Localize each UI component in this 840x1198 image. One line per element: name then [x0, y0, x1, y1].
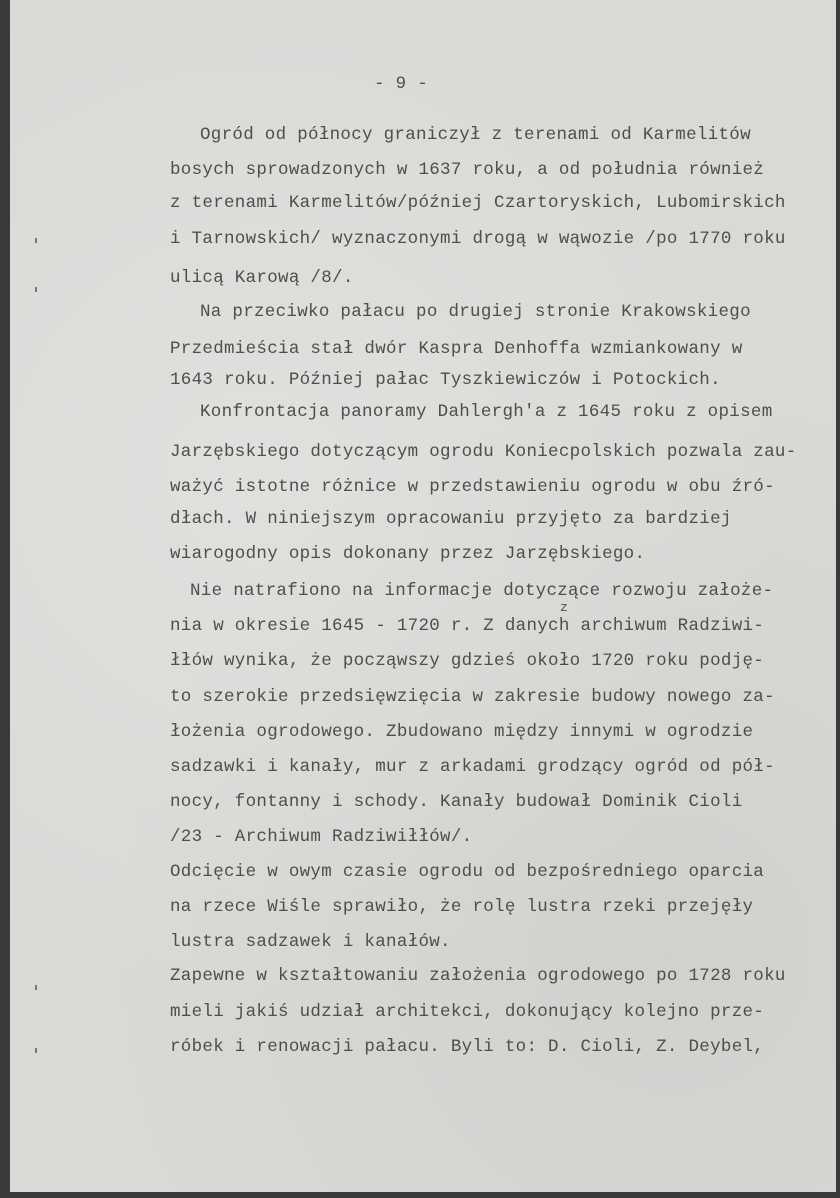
- text-line: bosych sprowadzonych w 1637 roku, a od południa również: [170, 160, 765, 180]
- text-line: i Tarnowskich/ wyznaczonymi drogą w wąwozie /po 1770 roku: [170, 229, 786, 249]
- text-line: róbek i renowacji pałacu. Byli to: D. Cioli, Z. Deybel,: [170, 1037, 765, 1057]
- text-line: łłów wynika, że począwszy gdzieś około 1720 roku podję-: [170, 651, 765, 671]
- text-line: Zapewne w kształtowaniu założenia ogrodowego po 1728 roku: [170, 966, 786, 986]
- text-line: Odcięcie w owym czasie ogrodu od bezpośredniego oparcia: [170, 862, 765, 882]
- text-line: dłach. W niniejszym opracowaniu przyjęto za bardziej: [170, 509, 732, 529]
- text-line: sadzawki i kanały, mur z arkadami grodzący ogród od pół-: [170, 757, 775, 777]
- text-line: Nie natrafiono na informacje dotyczące rozwoju założe-: [190, 581, 774, 601]
- margin-mark: [35, 287, 37, 292]
- margin-mark: [35, 238, 37, 243]
- text-line: /23 - Archiwum Radziwiłłów/.: [170, 827, 473, 847]
- text-line: Przedmieścia stał dwór Kaspra Denhoffa wzmiankowany w: [170, 339, 743, 359]
- text-line: na rzece Wiśle sprawiło, że rolę lustra rzeki przejęły: [170, 897, 754, 917]
- text-line: Jarzębskiego dotyczącym ogrodu Koniecpolskich pozwala zau-: [170, 442, 797, 462]
- margin-mark: [35, 985, 37, 990]
- text-line: 1643 roku. Później pałac Tyszkiewiczów i Potockich.: [170, 370, 721, 390]
- margin-mark: [35, 1048, 37, 1053]
- text-line: z terenami Karmelitów/później Czartoryskich, Lubomirskich: [170, 193, 786, 213]
- text-line: Ogród od północy graniczył z terenami od Karmelitów: [200, 125, 751, 145]
- handwritten-insertion: z: [560, 600, 568, 615]
- text-line: ważyć istotne różnice w przedstawieniu ogrodu w obu źró-: [170, 477, 775, 497]
- text-line: nia w okresie 1645 - 1720 r. Z danych archiwum Radziwi-: [170, 616, 765, 636]
- text-line: łożenia ogrodowego. Zbudowano między innymi w ogrodzie: [170, 722, 754, 742]
- page-number: - 9 -: [374, 74, 429, 94]
- text-line: ulicą Karową /8/.: [170, 268, 354, 288]
- text-line: mieli jakiś udział architekci, dokonujący kolejno prze-: [170, 1002, 765, 1022]
- text-line: Na przeciwko pałacu po drugiej stronie Krakowskiego: [200, 302, 751, 322]
- text-line: to szerokie przedsięwzięcia w zakresie budowy nowego za-: [170, 687, 775, 707]
- text-line: Konfrontacja panoramy Dahlergh'a z 1645 roku z opisem: [200, 402, 773, 422]
- text-line: nocy, fontanny i schody. Kanały budował Dominik Cioli: [170, 792, 743, 812]
- document-page: [10, 0, 836, 1192]
- text-line: wiarogodny opis dokonany przez Jarzębskiego.: [170, 544, 646, 564]
- text-line: lustra sadzawek i kanałów.: [170, 932, 451, 952]
